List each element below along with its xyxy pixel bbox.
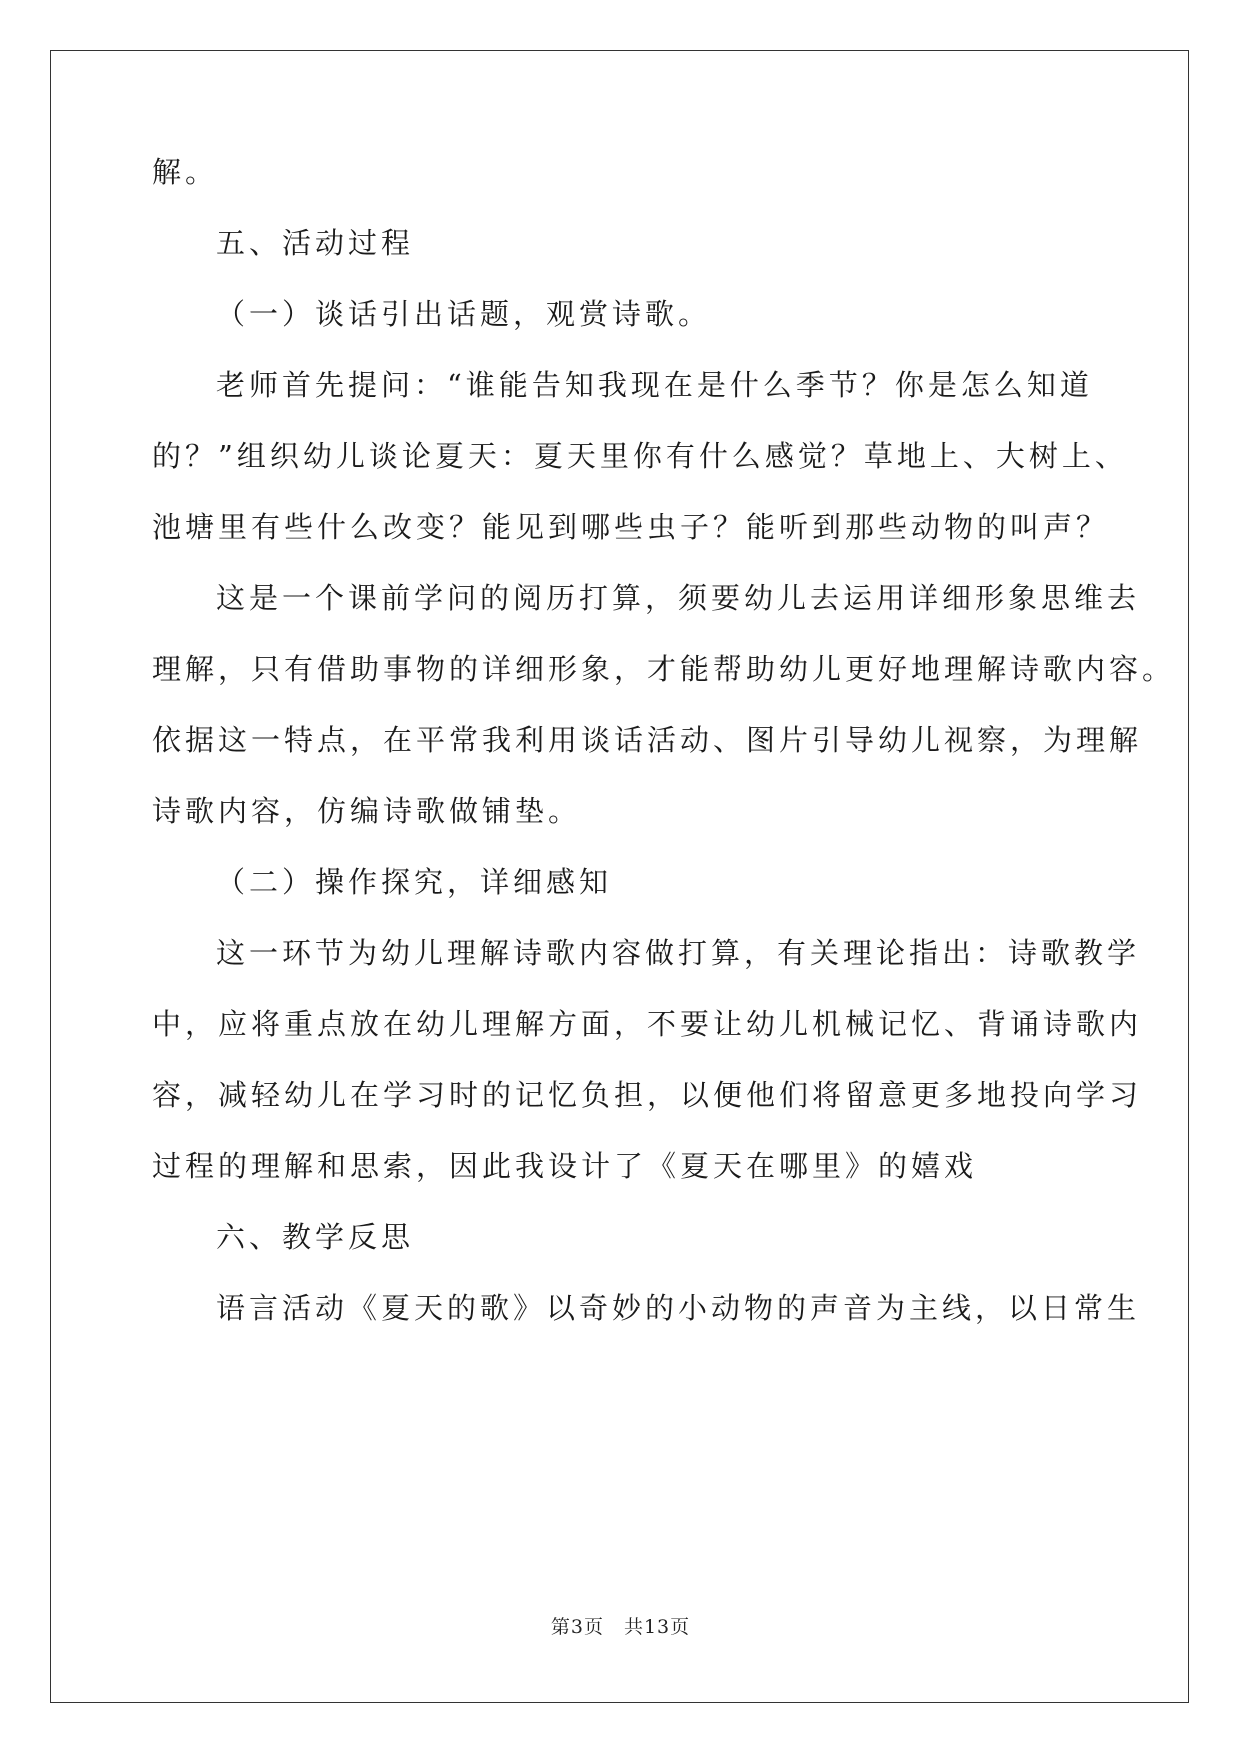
subsection-heading: （一）谈话引出话题，观赏诗歌。: [216, 297, 712, 331]
paragraph-line: 池塘里有些什么改变？能见到哪些虫子？能听到那些动物的叫声？: [152, 510, 1110, 544]
paragraph-line: 过程的理解和思索，因此我设计了《夏天在哪里》的嬉戏: [152, 1149, 978, 1183]
paragraph-line: 依据这一特点，在平常我利用谈话活动、图片引导幼儿视察，为理解: [152, 723, 1143, 757]
paragraph-line: 语言活动《夏天的歌》以奇妙的小动物的声音为主线，以日常生: [216, 1291, 1141, 1325]
paragraph-line: 容，减轻幼儿在学习时的记忆负担，以便他们将留意更多地投向学习: [152, 1078, 1143, 1112]
paragraph-line: 诗歌内容，仿编诗歌做铺垫。: [152, 794, 582, 828]
section-heading: 六、教学反思: [216, 1220, 415, 1254]
paragraph-line: 这一环节为幼儿理解诗歌内容做打算，有关理论指出：诗歌教学: [216, 936, 1141, 970]
section-heading: 五、活动过程: [216, 226, 415, 260]
paragraph-line: 理解，只有借助事物的详细形象，才能帮助幼儿更好地理解诗歌内容。: [152, 652, 1176, 686]
paragraph-line: 这是一个课前学问的阅历打算，须要幼儿去运用详细形象思维去: [216, 581, 1141, 615]
paragraph-line: 中，应将重点放在幼儿理解方面，不要让幼儿机械记忆、背诵诗歌内: [152, 1007, 1143, 1041]
paragraph-line: 解。: [152, 155, 219, 189]
page-number-footer: 第3页 共13页: [550, 1616, 691, 1638]
paragraph-line: 的？”组织幼儿谈论夏天：夏天里你有什么感觉？草地上、大树上、: [152, 439, 1128, 473]
paragraph-line: 老师首先提问：“谁能告知我现在是什么季节？你是怎么知道: [216, 368, 1093, 402]
subsection-heading: （二）操作探究，详细感知: [216, 865, 613, 899]
